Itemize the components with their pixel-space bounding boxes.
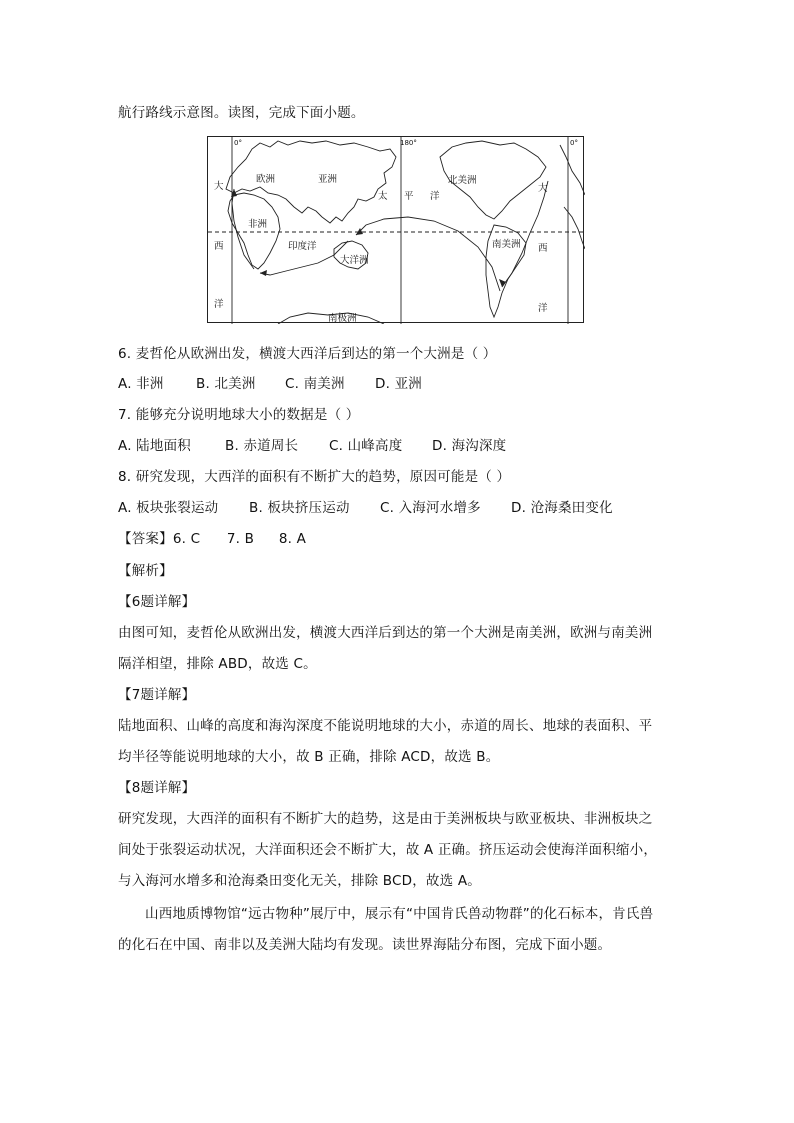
question-8-options: [118, 499, 613, 517]
label-pacific-tai: 太: [378, 191, 388, 202]
answer-6: 6. C: [172, 531, 201, 547]
label-lon-0-right: 0°: [570, 139, 578, 147]
q6-option-c: C. 南美洲: [285, 376, 345, 392]
q6-option-b: B. 北美洲: [196, 376, 256, 392]
label-atl-right-xi: 西: [538, 243, 548, 254]
label-lon-180: 180°: [400, 139, 417, 147]
answer-label: 【答案】: [118, 531, 173, 547]
next-passage-line-1: 山西地质博物馆“远古物种”展厅中，展示有“中国肯氏兽动物群”的化石标本，肯氏兽: [145, 906, 654, 922]
detail-8-line-2: 间处于张裂运动状况，大洋面积还会不断扩大，故 A 正确。挤压运动会使海洋面积缩小，: [118, 842, 658, 858]
detail-6-line-2: 隔洋相望，排除 ABD，故选 C。: [118, 656, 317, 672]
question-7-options: [118, 437, 506, 455]
intro-line: 航行路线示意图。读图，完成下面小题。: [118, 105, 365, 121]
q7-option-d: D. 海沟深度: [432, 438, 507, 454]
label-atl-left-xi: 西: [214, 241, 224, 252]
detail-7-title: 【7题详解】: [118, 687, 196, 703]
detail-7-line-2: 均半径等能说明地球的大小，故 B 正确，排除 ACD，故选 B。: [118, 749, 500, 765]
question-6-options: [118, 375, 422, 393]
label-atl-left-da: 大: [214, 181, 224, 192]
q7-option-a: A. 陆地面积: [118, 438, 191, 454]
africa-coast: [228, 193, 280, 269]
right-africa-coast: [560, 145, 585, 249]
label-atl-right-yang: 洋: [538, 303, 548, 314]
label-indian-ocean: 印度洋: [288, 241, 317, 252]
eurasia-coast: [226, 141, 396, 223]
q8-option-b: B. 板块挤压运动: [249, 500, 350, 516]
answer-line: [118, 530, 306, 548]
question-8-stem: 8. 研究发现，大西洋的面积有不断扩大的趋势，原因可能是（ ）: [118, 469, 511, 485]
q6-option-d: D. 亚洲: [375, 376, 422, 392]
label-pacific-ping: 平: [404, 191, 414, 202]
q6-option-a: A. 非洲: [118, 376, 164, 392]
label-oceania: 大洋洲: [340, 255, 369, 266]
question-6-stem: 6. 麦哲伦从欧洲出发，横渡大西洋后到达的第一个大洲是（ ）: [118, 346, 497, 362]
detail-8-line-1: 研究发现，大西洋的面积有不断扩大的趋势，这是由于美洲板块与欧亚板块、非洲板块之: [118, 811, 653, 827]
q8-option-d: D. 沧海桑田变化: [511, 500, 613, 516]
label-north-america: 北美洲: [448, 175, 477, 186]
q7-option-c: C. 山峰高度: [329, 438, 403, 454]
map-svg: [208, 137, 585, 324]
label-south-america: 南美洲: [492, 239, 521, 250]
detail-6-line-1: 由图可知，麦哲伦从欧洲出发，横渡大西洋后到达的第一个大洲是南美洲，欧洲与南美洲: [118, 625, 653, 641]
q8-option-c: C. 入海河水增多: [380, 500, 481, 516]
question-7-stem: 7. 能够充分说明地球大小的数据是（ ）: [118, 407, 360, 423]
answer-8: 8. A: [278, 531, 307, 547]
q8-option-a: A. 板块张裂运动: [118, 500, 219, 516]
detail-6-title: 【6题详解】: [118, 594, 196, 610]
label-asia: 亚洲: [318, 174, 338, 185]
q7-option-b: B. 赤道周长: [225, 438, 299, 454]
label-atl-right-da: 大: [538, 183, 548, 194]
label-antarctica: 南极洲: [328, 313, 357, 324]
label-africa: 非洲: [248, 219, 268, 230]
label-lon-0-left: 0°: [234, 139, 242, 147]
label-europe: 欧洲: [256, 174, 276, 185]
magellan-route-map: [207, 136, 584, 323]
detail-7-line-1: 陆地面积、山峰的高度和海沟深度不能说明地球的大小，赤道的周长、地球的表面积、平: [118, 718, 653, 734]
label-atl-left-yang: 洋: [214, 299, 224, 310]
next-passage-line-2: 的化石在中国、南非以及美洲大陆均有发现。读世界海陆分布图，完成下面小题。: [118, 937, 612, 953]
answer-7: 7. B: [226, 531, 255, 547]
label-pacific-yang: 洋: [430, 191, 440, 202]
analysis-label: 【解析】: [118, 563, 173, 579]
route-atlantic: [502, 181, 548, 287]
detail-8-line-3: 与入海河水增多和沧海桑田变化无关，排除 BCD，故选 A。: [118, 873, 481, 889]
arrow-head-3: [260, 270, 267, 276]
detail-8-title: 【8题详解】: [118, 780, 196, 796]
route-pacific: [356, 217, 500, 291]
